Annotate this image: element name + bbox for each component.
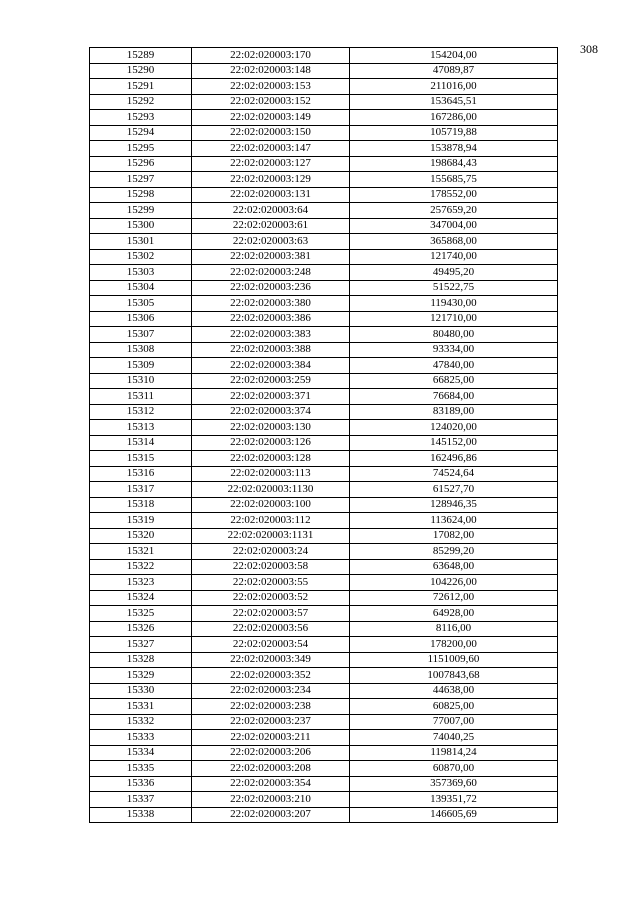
row-number-cell: 15308 [90, 342, 192, 358]
value-cell: 347004,00 [350, 218, 558, 234]
table-row [90, 156, 558, 172]
cadastral-number-cell: 22:02:020003:129 [192, 172, 350, 188]
cadastral-number-cell: 22:02:020003:388 [192, 342, 350, 358]
row-number-cell: 15314 [90, 435, 192, 451]
value-cell: 104226,00 [350, 575, 558, 591]
value-cell: 93334,00 [350, 342, 558, 358]
value-cell: 66825,00 [350, 373, 558, 389]
value-cell: 178552,00 [350, 187, 558, 203]
table-row [90, 761, 558, 777]
value-cell: 121710,00 [350, 311, 558, 327]
value-cell: 119814,24 [350, 745, 558, 761]
cadastral-number-cell: 22:02:020003:371 [192, 389, 350, 405]
value-cell: 198684,43 [350, 156, 558, 172]
table-row [90, 466, 558, 482]
cadastral-number-cell: 22:02:020003:170 [192, 48, 350, 64]
row-number-cell: 15295 [90, 141, 192, 157]
value-cell: 74524,64 [350, 466, 558, 482]
row-number-cell: 15304 [90, 280, 192, 296]
table-row [90, 249, 558, 265]
row-number-cell: 15324 [90, 590, 192, 606]
cadastral-number-cell: 22:02:020003:128 [192, 451, 350, 467]
cadastral-number-cell: 22:02:020003:386 [192, 311, 350, 327]
row-number-cell: 15299 [90, 203, 192, 219]
cadastral-number-cell: 22:02:020003:210 [192, 792, 350, 808]
cadastral-number-cell: 22:02:020003:238 [192, 699, 350, 715]
cadastral-number-cell: 22:02:020003:126 [192, 435, 350, 451]
cadastral-number-cell: 22:02:020003:374 [192, 404, 350, 420]
cadastral-number-cell: 22:02:020003:207 [192, 807, 350, 823]
table-row [90, 714, 558, 730]
table-row [90, 48, 558, 64]
row-number-cell: 15316 [90, 466, 192, 482]
table-row [90, 110, 558, 126]
row-number-cell: 15312 [90, 404, 192, 420]
table-row [90, 94, 558, 110]
value-cell: 153878,94 [350, 141, 558, 157]
table-row [90, 745, 558, 761]
table-row [90, 482, 558, 498]
value-cell: 60870,00 [350, 761, 558, 777]
row-number-cell: 15291 [90, 79, 192, 95]
table-row [90, 172, 558, 188]
registry-table-body [90, 48, 558, 823]
row-number-cell: 15298 [90, 187, 192, 203]
cadastral-number-cell: 22:02:020003:24 [192, 544, 350, 560]
table-row [90, 575, 558, 591]
row-number-cell: 15328 [90, 652, 192, 668]
value-cell: 121740,00 [350, 249, 558, 265]
row-number-cell: 15292 [90, 94, 192, 110]
value-cell: 64928,00 [350, 606, 558, 622]
row-number-cell: 15297 [90, 172, 192, 188]
table-row [90, 668, 558, 684]
row-number-cell: 15294 [90, 125, 192, 141]
cadastral-number-cell: 22:02:020003:352 [192, 668, 350, 684]
registry-table [89, 47, 558, 823]
table-row [90, 435, 558, 451]
table-row [90, 792, 558, 808]
cadastral-number-cell: 22:02:020003:354 [192, 776, 350, 792]
value-cell: 80480,00 [350, 327, 558, 343]
table-row [90, 590, 558, 606]
value-cell: 211016,00 [350, 79, 558, 95]
cadastral-number-cell: 22:02:020003:131 [192, 187, 350, 203]
table-row [90, 373, 558, 389]
row-number-cell: 15336 [90, 776, 192, 792]
row-number-cell: 15325 [90, 606, 192, 622]
value-cell: 51522,75 [350, 280, 558, 296]
page-number: 308 [580, 42, 598, 56]
row-number-cell: 15306 [90, 311, 192, 327]
cadastral-number-cell: 22:02:020003:100 [192, 497, 350, 513]
value-cell: 167286,00 [350, 110, 558, 126]
row-number-cell: 15332 [90, 714, 192, 730]
cadastral-number-cell: 22:02:020003:236 [192, 280, 350, 296]
cadastral-number-cell: 22:02:020003:383 [192, 327, 350, 343]
table-row [90, 234, 558, 250]
row-number-cell: 15327 [90, 637, 192, 653]
cadastral-number-cell: 22:02:020003:63 [192, 234, 350, 250]
row-number-cell: 15307 [90, 327, 192, 343]
table-row [90, 544, 558, 560]
table-row [90, 776, 558, 792]
row-number-cell: 15334 [90, 745, 192, 761]
value-cell: 83189,00 [350, 404, 558, 420]
row-number-cell: 15317 [90, 482, 192, 498]
value-cell: 124020,00 [350, 420, 558, 436]
table-row [90, 420, 558, 436]
value-cell: 17082,00 [350, 528, 558, 544]
cadastral-number-cell: 22:02:020003:381 [192, 249, 350, 265]
row-number-cell: 15326 [90, 621, 192, 637]
row-number-cell: 15301 [90, 234, 192, 250]
row-number-cell: 15323 [90, 575, 192, 591]
cadastral-number-cell: 22:02:020003:149 [192, 110, 350, 126]
cadastral-number-cell: 22:02:020003:380 [192, 296, 350, 312]
row-number-cell: 15338 [90, 807, 192, 823]
row-number-cell: 15322 [90, 559, 192, 575]
table-row [90, 265, 558, 281]
cadastral-number-cell: 22:02:020003:55 [192, 575, 350, 591]
table-row [90, 311, 558, 327]
cadastral-number-cell: 22:02:020003:52 [192, 590, 350, 606]
cadastral-number-cell: 22:02:020003:208 [192, 761, 350, 777]
table-row [90, 807, 558, 823]
table-row [90, 218, 558, 234]
value-cell: 154204,00 [350, 48, 558, 64]
table-row [90, 358, 558, 374]
row-number-cell: 15318 [90, 497, 192, 513]
table-row [90, 389, 558, 405]
value-cell: 357369,60 [350, 776, 558, 792]
cadastral-number-cell: 22:02:020003:113 [192, 466, 350, 482]
value-cell: 1007843,68 [350, 668, 558, 684]
table-row [90, 652, 558, 668]
value-cell: 77007,00 [350, 714, 558, 730]
value-cell: 257659,20 [350, 203, 558, 219]
value-cell: 60825,00 [350, 699, 558, 715]
value-cell: 119430,00 [350, 296, 558, 312]
value-cell: 365868,00 [350, 234, 558, 250]
cadastral-number-cell: 22:02:020003:248 [192, 265, 350, 281]
table-row [90, 621, 558, 637]
table-row [90, 327, 558, 343]
cadastral-number-cell: 22:02:020003:153 [192, 79, 350, 95]
table-row [90, 497, 558, 513]
value-cell: 76684,00 [350, 389, 558, 405]
table-row [90, 730, 558, 746]
cadastral-number-cell: 22:02:020003:259 [192, 373, 350, 389]
value-cell: 145152,00 [350, 435, 558, 451]
cadastral-number-cell: 22:02:020003:237 [192, 714, 350, 730]
cadastral-number-cell: 22:02:020003:57 [192, 606, 350, 622]
cadastral-number-cell: 22:02:020003:206 [192, 745, 350, 761]
value-cell: 47089,87 [350, 63, 558, 79]
row-number-cell: 15321 [90, 544, 192, 560]
table-row [90, 683, 558, 699]
table-row [90, 699, 558, 715]
table-row [90, 79, 558, 95]
row-number-cell: 15331 [90, 699, 192, 715]
value-cell: 72612,00 [350, 590, 558, 606]
cadastral-number-cell: 22:02:020003:384 [192, 358, 350, 374]
cadastral-number-cell: 22:02:020003:349 [192, 652, 350, 668]
row-number-cell: 15309 [90, 358, 192, 374]
table-row [90, 63, 558, 79]
row-number-cell: 15296 [90, 156, 192, 172]
cadastral-number-cell: 22:02:020003:1131 [192, 528, 350, 544]
row-number-cell: 15337 [90, 792, 192, 808]
table-row [90, 451, 558, 467]
row-number-cell: 15303 [90, 265, 192, 281]
table-row [90, 203, 558, 219]
row-number-cell: 15310 [90, 373, 192, 389]
cadastral-number-cell: 22:02:020003:148 [192, 63, 350, 79]
table-row [90, 637, 558, 653]
value-cell: 105719,88 [350, 125, 558, 141]
value-cell: 85299,20 [350, 544, 558, 560]
row-number-cell: 15290 [90, 63, 192, 79]
table-row [90, 187, 558, 203]
cadastral-number-cell: 22:02:020003:152 [192, 94, 350, 110]
table-row [90, 342, 558, 358]
value-cell: 162496,86 [350, 451, 558, 467]
cadastral-number-cell: 22:02:020003:150 [192, 125, 350, 141]
table-row [90, 559, 558, 575]
row-number-cell: 15333 [90, 730, 192, 746]
row-number-cell: 15320 [90, 528, 192, 544]
table-row [90, 404, 558, 420]
value-cell: 178200,00 [350, 637, 558, 653]
row-number-cell: 15293 [90, 110, 192, 126]
row-number-cell: 15315 [90, 451, 192, 467]
row-number-cell: 15335 [90, 761, 192, 777]
value-cell: 63648,00 [350, 559, 558, 575]
row-number-cell: 15289 [90, 48, 192, 64]
table-row [90, 606, 558, 622]
value-cell: 47840,00 [350, 358, 558, 374]
value-cell: 1151009,60 [350, 652, 558, 668]
cadastral-number-cell: 22:02:020003:211 [192, 730, 350, 746]
value-cell: 146605,69 [350, 807, 558, 823]
table-row [90, 296, 558, 312]
cadastral-number-cell: 22:02:020003:1130 [192, 482, 350, 498]
value-cell: 44638,00 [350, 683, 558, 699]
cadastral-number-cell: 22:02:020003:58 [192, 559, 350, 575]
table-row [90, 528, 558, 544]
row-number-cell: 15329 [90, 668, 192, 684]
cadastral-number-cell: 22:02:020003:234 [192, 683, 350, 699]
row-number-cell: 15313 [90, 420, 192, 436]
cadastral-number-cell: 22:02:020003:147 [192, 141, 350, 157]
value-cell: 155685,75 [350, 172, 558, 188]
row-number-cell: 15305 [90, 296, 192, 312]
value-cell: 8116,00 [350, 621, 558, 637]
row-number-cell: 15319 [90, 513, 192, 529]
table-row [90, 141, 558, 157]
value-cell: 139351,72 [350, 792, 558, 808]
cadastral-number-cell: 22:02:020003:64 [192, 203, 350, 219]
value-cell: 61527,70 [350, 482, 558, 498]
value-cell: 49495,20 [350, 265, 558, 281]
row-number-cell: 15311 [90, 389, 192, 405]
value-cell: 128946,35 [350, 497, 558, 513]
cadastral-number-cell: 22:02:020003:56 [192, 621, 350, 637]
value-cell: 113624,00 [350, 513, 558, 529]
row-number-cell: 15302 [90, 249, 192, 265]
cadastral-number-cell: 22:02:020003:61 [192, 218, 350, 234]
row-number-cell: 15330 [90, 683, 192, 699]
cadastral-number-cell: 22:02:020003:127 [192, 156, 350, 172]
table-row [90, 125, 558, 141]
cadastral-number-cell: 22:02:020003:112 [192, 513, 350, 529]
cadastral-number-cell: 22:02:020003:54 [192, 637, 350, 653]
row-number-cell: 15300 [90, 218, 192, 234]
table-row [90, 513, 558, 529]
value-cell: 74040,25 [350, 730, 558, 746]
value-cell: 153645,51 [350, 94, 558, 110]
table-row [90, 280, 558, 296]
cadastral-number-cell: 22:02:020003:130 [192, 420, 350, 436]
